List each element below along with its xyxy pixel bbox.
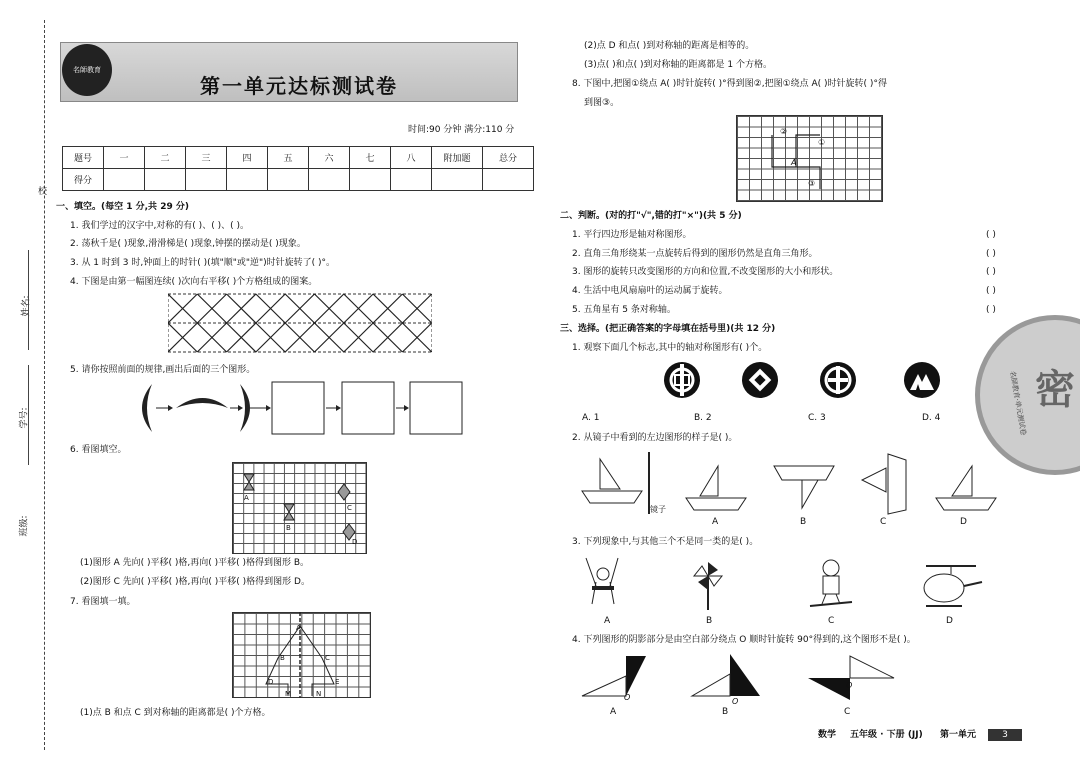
table-cell: 附加题 — [432, 147, 483, 169]
answer-box-1[interactable] — [272, 382, 324, 434]
score-input-cell[interactable] — [104, 169, 145, 191]
q1-option-b[interactable]: B. 2 — [694, 413, 712, 423]
side-label-name: 姓名: — [21, 295, 32, 317]
q7-label-d: D — [268, 678, 274, 686]
shape-b — [284, 504, 294, 520]
shape-a — [244, 474, 254, 490]
table-cell: 一 — [104, 147, 145, 169]
q1-2: 2. 荡秋千是( )现象,滑滑梯是( )现象,钟摆的摆动是( )现象。 — [70, 239, 306, 249]
choice-q2: 2. 从镜子中看到的左边图形的样子是( )。 — [572, 433, 738, 443]
q7-label-a: A — [296, 624, 301, 632]
table-cell: 题号 — [63, 147, 104, 169]
side-label-class: 班级: — [19, 515, 30, 537]
judge-item-5: 5. 五角星有 5 条对称轴。 — [572, 305, 676, 315]
q6-part2: (2)图形 C 先向( )平移( )格,再向( )平移( )格得到图形 D。 — [80, 577, 310, 587]
q7-part1: (1)点 B 和点 C 到对称轴的距离都是( )个方格。 — [80, 708, 271, 718]
boat-option-a — [682, 462, 748, 512]
helicopter-icon — [916, 560, 986, 612]
q8-label-1: ① — [818, 138, 826, 147]
q3-option-b[interactable]: B — [706, 616, 713, 626]
q1-7: 7. 看图填一填。 — [70, 597, 136, 607]
q1-option-c[interactable]: C. 3 — [808, 413, 826, 423]
q1-8-line1: 8. 下图中,把图①绕点 A( )时针旋转( )°得到图②,把图①绕点 A( )时针旋转( )°得 — [572, 79, 887, 89]
q7-label-e: E — [335, 678, 340, 686]
q6-label-b: B — [286, 524, 291, 532]
moon-shape-2 — [176, 398, 228, 408]
mirror-label: 镜子 — [650, 505, 666, 514]
construction-bank-logo-icon — [740, 360, 780, 400]
score-input-cell[interactable] — [309, 169, 350, 191]
stamp-ring-text: 名師教育·单元测试卷 — [1008, 370, 1028, 436]
q6-shapes — [232, 462, 366, 554]
boat-original — [578, 455, 644, 507]
q6-label-d: D — [352, 538, 358, 546]
logo: 名師教育 — [62, 44, 112, 96]
q8-label-2: ② — [780, 127, 788, 136]
score-table — [62, 146, 534, 191]
q2-option-b[interactable]: B — [800, 517, 807, 527]
table-cell: 七 — [350, 147, 391, 169]
page-number: 3 — [988, 729, 1022, 741]
section1-title: 一、填空。(每空 1 分,共 29 分) — [56, 202, 189, 212]
choice-q4: 4. 下列图形的阴影部分是由空白部分绕点 O 顺时针旋转 90°得到的,这个图形不是( )。 — [572, 635, 916, 645]
boat-option-c — [858, 452, 908, 516]
score-input-cell[interactable] — [227, 169, 268, 191]
skier-icon — [806, 556, 856, 612]
boat-option-b — [772, 462, 838, 512]
q4-pattern-figure — [168, 292, 432, 354]
judge-answer-5[interactable]: ( ) — [986, 305, 996, 315]
q6-label-c: C — [347, 504, 352, 512]
q1-option-a[interactable]: A. 1 — [582, 413, 600, 423]
q6-part1: (1)图形 A 先向( )平移( )格,再向( )平移( )格得到图形 B。 — [80, 558, 310, 568]
number-underline — [28, 365, 29, 465]
q7-part3: (3)点( )和点( )到对称轴的距离都是 1 个方格。 — [584, 60, 772, 70]
q4-point-o-a: O — [624, 693, 631, 702]
bank-logo-icon — [662, 360, 702, 400]
q7-part2: (2)点 D 和点( )到对称轴的距离是相等的。 — [584, 41, 755, 51]
q8-label-a: A — [791, 158, 797, 167]
q7-label-c: C — [325, 654, 330, 662]
table-cell: 六 — [309, 147, 350, 169]
rotation-option-c-figure — [806, 654, 896, 704]
score-input-cell[interactable] — [432, 169, 483, 191]
q2-option-d[interactable]: D — [960, 517, 967, 527]
name-underline — [28, 250, 29, 350]
score-input-cell[interactable] — [391, 169, 432, 191]
score-input-cell[interactable] — [268, 169, 309, 191]
judge-answer-4[interactable]: ( ) — [986, 286, 996, 296]
score-input-cell[interactable] — [350, 169, 391, 191]
judge-answer-2[interactable]: ( ) — [986, 249, 996, 259]
section3-title: 三、选择。(把正确答案的字母填在括号里)(共 12 分) — [560, 324, 776, 334]
q1-6: 6. 看图填空。 — [70, 445, 127, 455]
footer-unit: 第一单元 — [940, 730, 977, 740]
time-info: 时间:90 分钟 满分:110 分 — [408, 125, 515, 135]
judge-answer-3[interactable]: ( ) — [986, 267, 996, 277]
judge-answer-1[interactable]: ( ) — [986, 230, 996, 240]
q7-label-b: B — [280, 654, 285, 662]
choice-q1: 1. 观察下面几个标志,其中的轴对称图形有( )个。 — [572, 343, 768, 353]
q1-8-line2: 到图③。 — [584, 98, 620, 108]
score-input-cell[interactable] — [186, 169, 227, 191]
answer-box-3[interactable] — [410, 382, 462, 434]
q8-label-3: ③ — [808, 179, 816, 188]
q3-option-d[interactable]: D — [946, 616, 953, 626]
judge-item-3: 3. 图形的旋转只改变图形的方向和位置,不改变图形的大小和形状。 — [572, 267, 839, 277]
q3-option-a[interactable]: A — [604, 616, 611, 626]
answer-box-2[interactable] — [342, 382, 394, 434]
q7-label-n: N — [316, 690, 322, 698]
moon-shape-1 — [142, 384, 152, 432]
judge-item-4: 4. 生活中电风扇扇叶的运动属于旋转。 — [572, 286, 728, 296]
score-table-header-row — [63, 147, 534, 169]
judge-item-2: 2. 直角三角形绕某一点旋转后得到的图形仍然是直角三角形。 — [572, 249, 818, 259]
q1-1: 1. 我们学过的汉字中,对称的有( )、( )、( )。 — [70, 221, 249, 231]
footer-grade: 五年级 · 下册 (JJ) — [850, 730, 923, 740]
page-title: 第一单元达标测试卷 — [200, 74, 398, 98]
table-cell: 二 — [145, 147, 186, 169]
score-input-cell[interactable] — [145, 169, 186, 191]
q1-option-d[interactable]: D. 4 — [922, 413, 941, 423]
table-cell: 五 — [268, 147, 309, 169]
boat-option-d — [932, 462, 998, 512]
q4-point-o-c: O — [846, 681, 853, 690]
pinwheel-icon — [692, 560, 724, 612]
table-cell: 四 — [227, 147, 268, 169]
q6-label-a: A — [244, 494, 249, 502]
score-table-score-row — [63, 169, 534, 191]
stamp-seal: 密 — [975, 315, 1080, 475]
mountain-logo-icon — [902, 360, 942, 400]
q3-option-c[interactable]: C — [828, 616, 835, 626]
rotation-option-a-figure — [578, 654, 648, 704]
agricultural-bank-logo-icon — [818, 360, 858, 400]
q7-shapes — [232, 612, 370, 698]
table-cell: 三 — [186, 147, 227, 169]
footer-subject: 数学 — [818, 730, 837, 740]
side-label-school: 校 — [38, 187, 48, 197]
q4-option-c[interactable]: C — [844, 707, 851, 717]
rotation-option-b-figure — [690, 652, 770, 704]
q4-option-b[interactable]: B — [722, 707, 729, 717]
q4-point-o-b: O — [732, 697, 739, 706]
q2-option-c[interactable]: C — [880, 517, 887, 527]
table-cell: 总分 — [483, 147, 534, 169]
q7-label-m: M — [285, 690, 292, 698]
side-label-number: 学号: — [19, 407, 30, 429]
q1-5: 5. 请你按照前面的规律,画出后面的三个图形。 — [70, 365, 256, 375]
shape-c — [338, 484, 350, 500]
q2-option-a[interactable]: A — [712, 517, 719, 527]
q1-3: 3. 从 1 时到 3 时,钟面上的时针( )(填"顺"或"逆")时针旋转了( )°。 — [70, 258, 336, 268]
q4-option-a[interactable]: A — [610, 707, 617, 717]
binding-line — [44, 20, 45, 750]
score-input-cell[interactable] — [483, 169, 534, 191]
q5-sequence-figure — [128, 378, 468, 438]
table-cell: 得分 — [63, 169, 104, 191]
choice-q3: 3. 下列现象中,与其他三个不是同一类的是( )。 — [572, 537, 759, 547]
table-cell: 八 — [391, 147, 432, 169]
judge-item-1: 1. 平行四边形是轴对称图形。 — [572, 230, 692, 240]
swing-child-icon — [578, 556, 626, 612]
section2-title: 二、判断。(对的打"√",错的打"×")(共 5 分) — [560, 211, 742, 221]
q1-4: 4. 下图是由第一幅图连续( )次向右平移( )个方格组成的图案。 — [70, 277, 318, 287]
